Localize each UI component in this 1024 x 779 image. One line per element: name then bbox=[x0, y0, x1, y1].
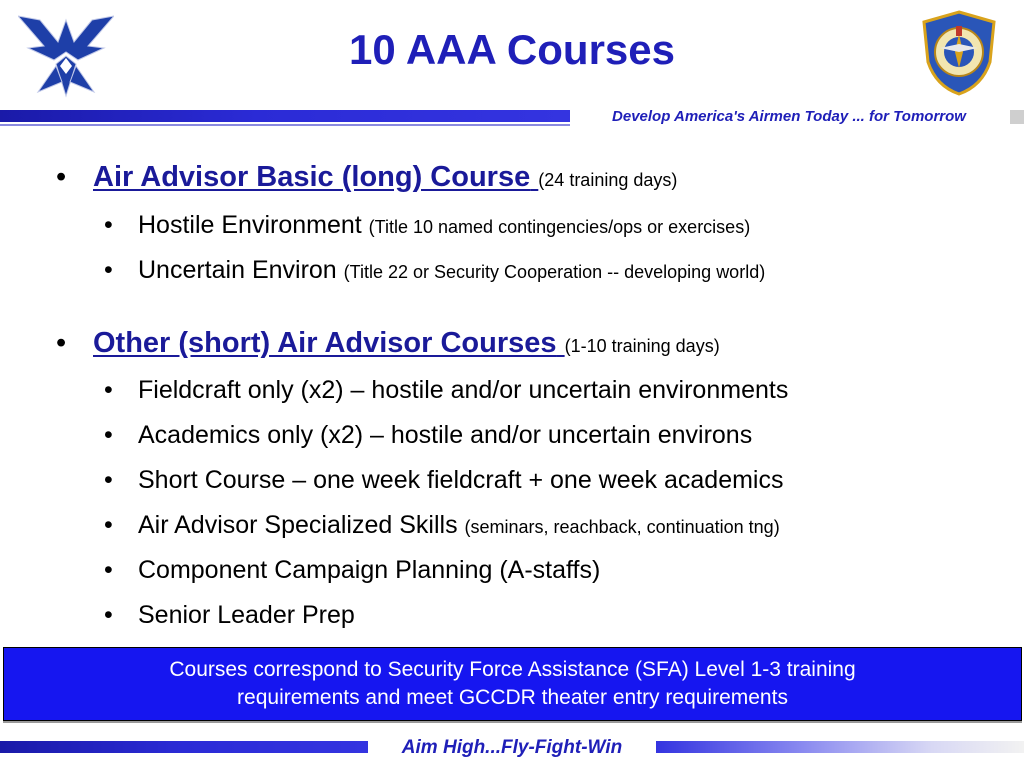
bullet-dot: • bbox=[104, 556, 113, 584]
list-item-note: (seminars, reachback, continuation tng) bbox=[464, 517, 780, 537]
footer-stripe-left bbox=[0, 741, 368, 753]
bullet-dot: • bbox=[104, 211, 113, 239]
list-item-text: Air Advisor Specialized Skills bbox=[138, 511, 458, 539]
list-item-text: Hostile Environment bbox=[138, 211, 362, 239]
section-note: (1-10 training days) bbox=[564, 336, 720, 356]
list-item-note: (Title 10 named contingencies/ops or exercises) bbox=[368, 217, 751, 237]
section-title-text: Other (short) Air Advisor Courses bbox=[93, 327, 557, 359]
section-note: (24 training days) bbox=[538, 170, 678, 190]
callout-box bbox=[3, 647, 1022, 721]
bullet-dot: • bbox=[104, 376, 113, 404]
list-item-content bbox=[138, 255, 765, 287]
section-title-text: Air Advisor Basic (long) Course bbox=[93, 161, 531, 193]
page-title: 10 AAA Courses bbox=[349, 26, 675, 73]
header-band bbox=[0, 110, 1024, 126]
header-stripe bbox=[0, 110, 570, 122]
header-slogan: Develop America's Airmen Today ... for Tomorrow bbox=[612, 108, 966, 125]
bullet-dot: • bbox=[104, 511, 113, 539]
bullet-dot: • bbox=[104, 421, 113, 449]
list-item-text: Short Course – one week fieldcraft + one week academics bbox=[138, 466, 784, 494]
list-item-note: (Title 22 or Security Cooperation -- developing world) bbox=[343, 262, 766, 282]
footer-motto: Aim High...Fly-Fight-Win bbox=[401, 737, 623, 758]
list-item-text: Component Campaign Planning (A-staffs) bbox=[138, 556, 601, 584]
header-stripe-thin bbox=[0, 124, 570, 126]
footer-band bbox=[0, 738, 1024, 758]
footer-stripe-right bbox=[656, 741, 1024, 753]
header-grey-block bbox=[1010, 110, 1024, 124]
callout-line-2: requirements and meet GCCDR theater entry requirements bbox=[237, 686, 788, 709]
list-item-content bbox=[138, 510, 780, 542]
bullet-dot: • bbox=[104, 601, 113, 629]
bullet-dot: • bbox=[56, 327, 67, 359]
section-title bbox=[93, 160, 677, 197]
list-item-text: Senior Leader Prep bbox=[138, 601, 355, 629]
list-item-content bbox=[138, 210, 750, 242]
bullet-dot: • bbox=[56, 161, 67, 193]
list-item-text: Fieldcraft only (x2) – hostile and/or uncertain environments bbox=[138, 376, 789, 404]
list-item-text: Uncertain Environ bbox=[138, 256, 337, 284]
bullet-dot: • bbox=[104, 466, 113, 494]
list-item-text: Academics only (x2) – hostile and/or uncertain environs bbox=[138, 421, 753, 449]
callout-line-1: Courses correspond to Security Force Assistance (SFA) Level 1-3 training bbox=[169, 658, 856, 681]
section-title bbox=[93, 326, 720, 363]
bullet-dot: • bbox=[104, 256, 113, 284]
